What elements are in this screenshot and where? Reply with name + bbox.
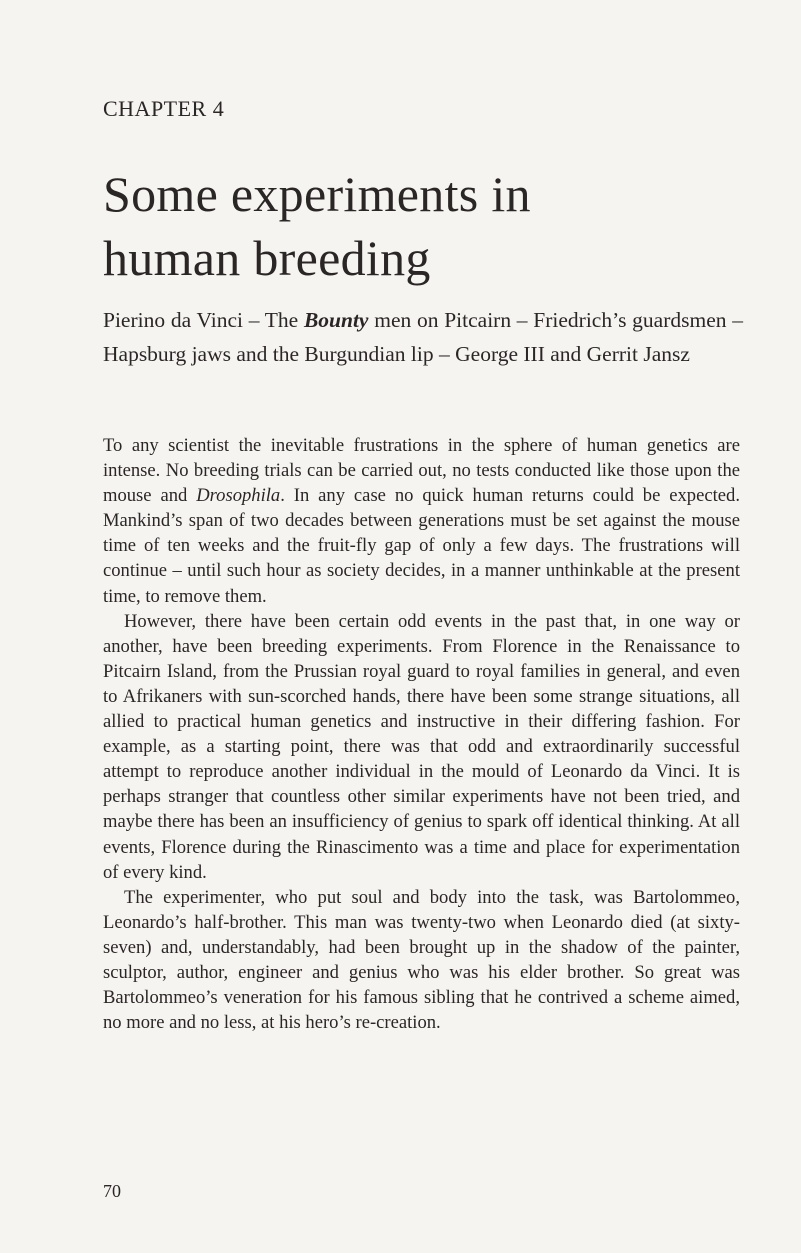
- paragraph-3: The experimenter, who put soul and body into the task, was Bartolommeo, Leonardo’s half-brother. This man was twenty-two when Leonardo died (at sixty-seven) and, understandably, had been brought up in the shadow of the painter, sculptor, author, engineer and genius who was his elder brother. So great was Bartolommeo’s veneration for his famous sibling that he contrived a scheme aimed, no more and no less, at his hero’s re-creation.: [103, 886, 740, 1034]
- chapter-synopsis: [103, 303, 743, 371]
- paragraph-1-start: To any scientist the inevitable frustrations in the sphere of human genetics are intense. No breeding trials can be carried out, no tests conducted like those upon the mouse and: [103, 435, 740, 507]
- body-text: [103, 433, 740, 1035]
- page-number: 70: [103, 1181, 121, 1201]
- drosophila-italic: Drosophila: [196, 485, 281, 507]
- chapter-title-line-1: Some experiments in: [103, 166, 531, 222]
- paragraph-2: However, there have been certain odd events in the past that, in one way or another, have been breeding experiments. From Florence in the Renaissance to Pitcairn Island, from the Prussian royal guard to royal families in general, and even to Afrikaners with sun-scorched hands, there have been some strange situations, all allied to practical human genetics and instructive in their differing fashion. For example, as a starting point, there was that odd and extraordinarily successful attempt to reproduce another individual in the mould of Leonardo da Vinci. It is perhaps stranger that countless other similar experiments have not been tried, and maybe there has been an insufficiency of genius to spark off identical thinking. At all events, Florence during the Rinascimento was a time and place for experimentation of every kind.: [103, 610, 740, 883]
- chapter-title-line-2: human breeding: [103, 230, 431, 286]
- paragraph-1: [103, 433, 740, 609]
- chapter-title: [103, 162, 743, 290]
- synopsis-text-start: Pierino da Vinci – The: [103, 308, 304, 332]
- paragraph-1-end: . In any case no quick human returns could be expected. Mankind’s span of two decades between generations must be set against the mouse time of ten weeks and the fruit-fly gap of only a few days. The frustrations will continue – until such hour as society decides, in a manner unthinkable at the present time, to remove them.: [103, 485, 740, 607]
- chapter-label: CHAPTER 4: [103, 96, 225, 121]
- synopsis-text-end: men on Pitcairn – Friedrich’s guardsmen – Hapsburg jaws and the Burgundian lip – George III and Gerrit Jansz: [103, 308, 743, 366]
- synopsis-bounty-italic: Bounty: [303, 308, 369, 332]
